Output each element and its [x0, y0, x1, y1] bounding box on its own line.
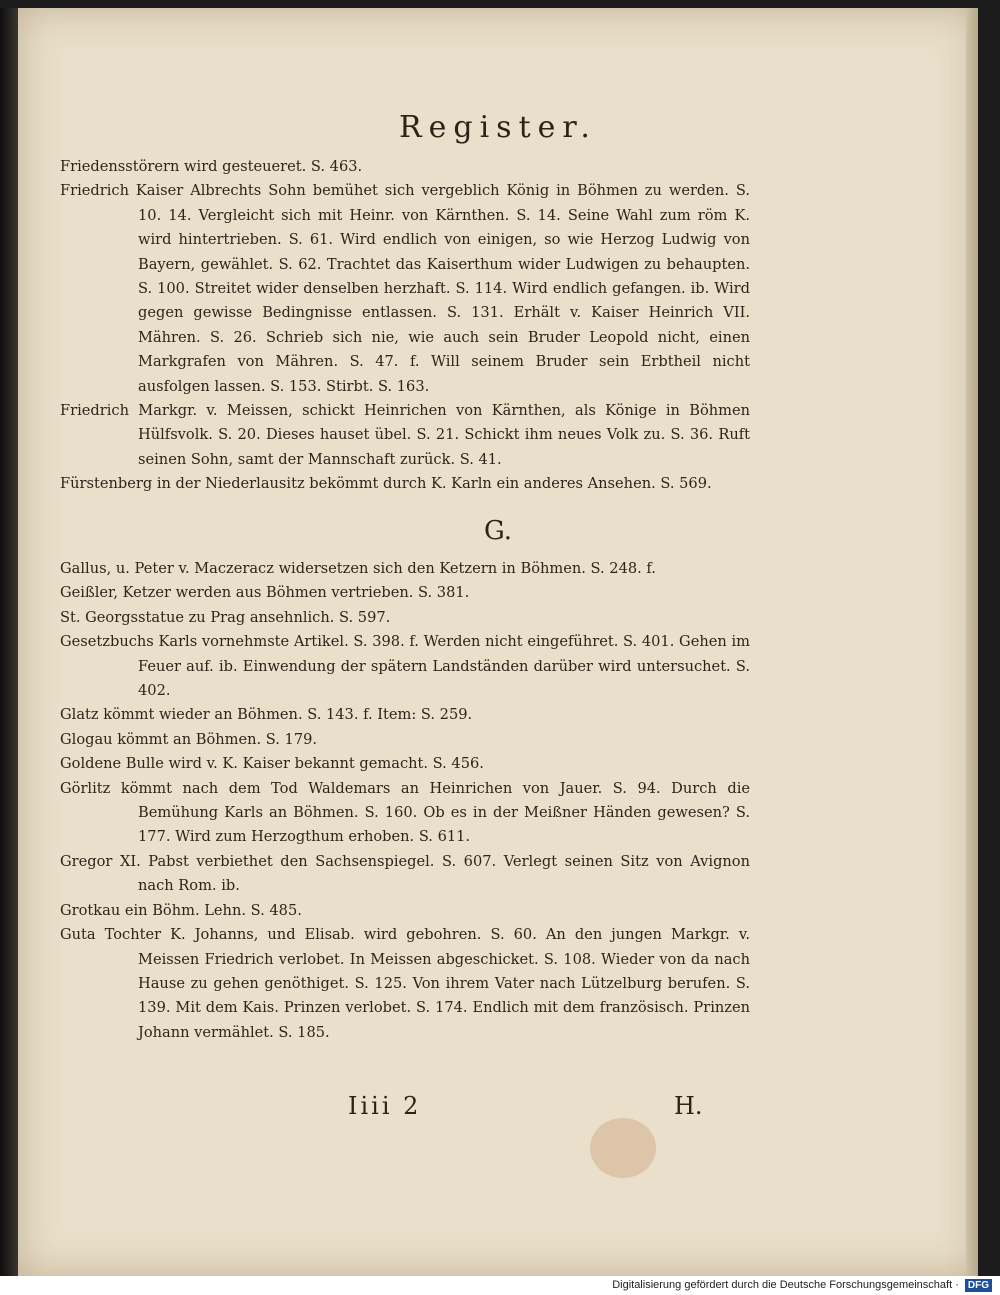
- register-entry: Görlitz kömmt nach dem Tod Waldemars an Heinrichen von Jauer. S. 94. Durch die Bemühung Karls an Böhmen. S. 160. Ob es in der Meißner Händen gewesen? S. 177. Wird zum Herzogthum erhoben. S. 611.: [60, 779, 750, 846]
- register-entry: Friedrich Kaiser Albrechts Sohn bemühet sich vergeblich König in Böhmen zu werden. S. 10. 14. Vergleicht sich mit Heinr. von Kärnthen. S. 14. Seine Wahl zum röm K. wird hintertrieben. S. 61. Wird endlich von einigen, so wie Herzog Ludwig von Bayern, gewählet. S. 62. Trachtet das Kaiserthum wider Ludwigen zu behaupten. S. 100. Streitet wider denselben herzhaft. S. 114. Wird endlich gefangen. ib. Wird gegen gewisse Bedingnisse entlassen. S. 131. Erhält v. Kaiser Heinrich VII. Mähren. S. 26. Schrieb sich nie, wie auch sein Bruder Leopold nicht, einen Markgrafen von Mähren. S. 47. f. Will seinem Bruder sein Erbtheil nicht ausfolgen lassen. S. 153. Stirbt. S. 163.: [60, 182, 750, 395]
- register-entry: Grotkau ein Böhm. Lehn. S. 485.: [60, 901, 302, 919]
- register-section-f: [60, 155, 750, 497]
- page-gutter: [966, 8, 978, 1276]
- register-entry: St. Georgsstatue zu Prag ansehnlich. S. 597.: [60, 608, 391, 626]
- book-page: [18, 8, 978, 1276]
- register-entry: Guta Tochter K. Johanns, und Elisab. wird gebohren. S. 60. An den jungen Markgr. v. Meissen Friedrich verlobet. In Meissen abgeschicket. S. 108. Wieder von da nach Hause zu gehen genöthiget. S. 125. Von ihrem Vater nach Lützelburg berufen. S. 139. Mit dem Kais. Prinzen verlobet. S. 174. Endlich mit dem französisch. Prinzen Johann vermählet. S. 185.: [60, 926, 750, 1041]
- page-heading: Register.: [399, 110, 597, 145]
- register-entry: Glogau kömmt an Böhmen. S. 179.: [60, 730, 318, 748]
- signature-mark: Iiii 2: [348, 1092, 422, 1120]
- section-letter-g: G.: [483, 516, 513, 546]
- register-entry: Fürstenberg in der Niederlausitz bekömmt durch K. Karln ein anderes Ansehen. S. 569.: [60, 475, 712, 493]
- register-entry: Gallus, u. Peter v. Maczeracz widersetzen sich den Ketzern in Böhmen. S. 248. f.: [60, 560, 656, 577]
- register-entry: Glatz kömmt wieder an Böhmen. S. 143. f. Item: S. 259.: [60, 706, 473, 724]
- register-section-g: [60, 557, 750, 1045]
- credit-text: Digitalisierung gefördert durch die Deutsche Forschungsgemeinschaft: [612, 1279, 953, 1291]
- register-entry: Goldene Bulle wird v. K. Kaiser bekannt gemacht. S. 456.: [60, 755, 484, 773]
- register-entry: Gregor XI. Pabst verbiethet den Sachsenspiegel. S. 607. Verlegt seinen Sitz von Avignon nach Rom. ib.: [60, 852, 750, 895]
- register-entry: Friedrich Markgr. v. Meissen, schickt Heinrichen von Kärnthen, als Könige in Böhmen Hülfsvolk. S. 20. Dieses hauset übel. S. 21. Schickt ihm neues Volk zu. S. 36. Ruft seinen Sohn, samt der Mannschaft zurück. S. 41.: [60, 402, 750, 468]
- register-entry: Geißler, Ketzer werden aus Böhmen vertrieben. S. 381.: [60, 584, 470, 602]
- dfg-logo-icon: DFG: [965, 1279, 992, 1292]
- register-entry: Friedensstörern wird gesteueret. S. 463.: [60, 158, 363, 175]
- catchword: H.: [674, 1092, 703, 1120]
- digitization-credit-bar: Digitalisierung gefördert durch die Deutsche Forschungsgemeinschaft · DFG: [0, 1276, 1000, 1295]
- register-entry: Gesetzbuchs Karls vornehmste Artikel. S. 398. f. Werden nicht eingeführet. S. 401. Gehen im Feuer auf. ib. Einwendung der spätern Landständen darüber wird untersuchet. S. 402.: [60, 633, 750, 700]
- paper-stain: [590, 1118, 656, 1178]
